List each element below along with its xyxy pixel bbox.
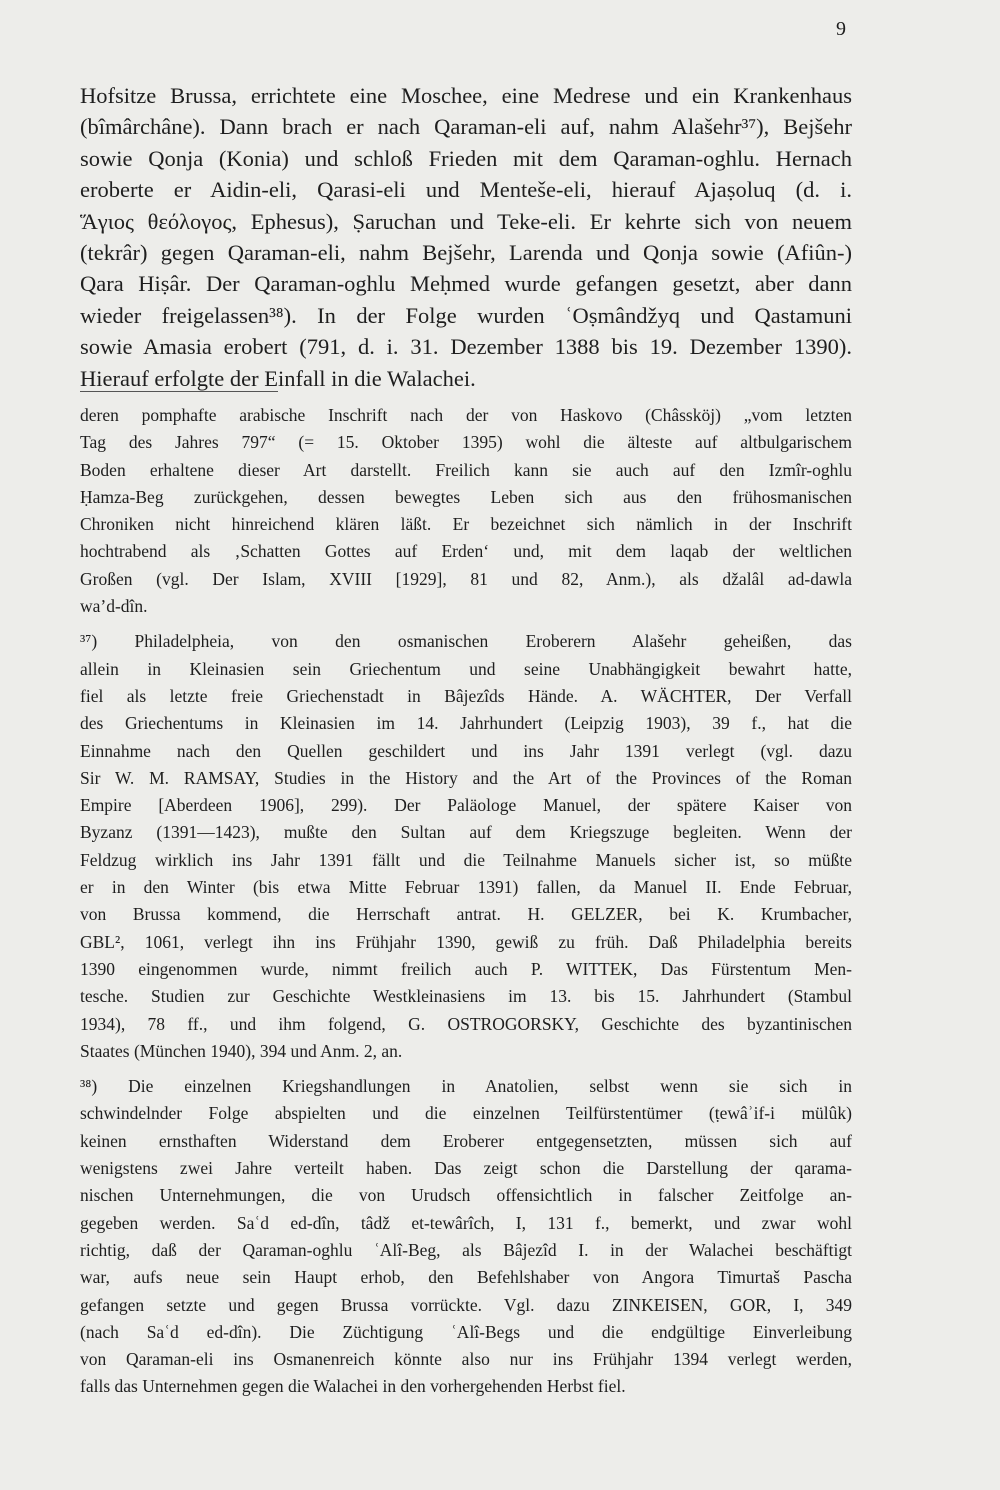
footnote-line: hochtrabend als ‚Schatten Gottes auf Erden‘ und, mit dem laqab der weltlichen [80,541,852,562]
footnote-line: 1390 eingenommen wurde, nimmt freilich auch P. WITTEK, Das Fürstentum Men- [80,958,852,979]
main-line: wieder freigelassen³⁸). In der Folge wurden ʿOṣmândžyq und Qastamuni [80,302,852,328]
main-line: Hierauf erfolgte der Einfall in die Walachei. [80,365,476,391]
footnote-line: ³⁷) Philadelpheia, von den osmanischen Eroberern Alašehr geheißen, das [80,631,852,652]
footnote-line: falls das Unternehmen gegen die Walachei in den vorhergehenden Herbst fiel. [80,1376,626,1397]
footnote-line: richtig, daß der Qaraman-oghlu ʿAlî-Beg, als Bâjezîd I. in der Walachei beschäftigt [80,1239,852,1260]
main-line: Ἅγιος θεόλογος, Ephesus), Ṣaruchan und Teke-eli. Er kehrte sich von neuem [80,208,852,234]
footnote-line: Sir W. M. RAMSAY, Studies in the History and the Art of the Provinces of the Roman [80,767,852,788]
footnote-line: Großen (vgl. Der Islam, XVIII [1929], 81 und 82, Anm.), als džalâl ad-dawla [80,568,852,589]
footnote-line: des Griechentums in Kleinasien im 14. Jahrhundert (Leipzig 1903), 39 f., hat die [80,713,852,734]
main-line: sowie Amasia erobert (791, d. i. 31. Dezember 1388 bis 19. Dezember 1390). [80,334,852,360]
footnote-line: fiel als letzte freie Griechenstadt in Bâjezîds Hände. A. WÄCHTER, Der Verfall [80,685,852,706]
main-line: (bîmârchâne). Dann brach er nach Qaraman-eli auf, nahm Alašehr³⁷), Bejšehr [80,114,852,140]
main-line: sowie Qonja (Konia) und schloß Frieden mit dem Qaraman-oghlu. Hernach [80,145,852,171]
footnote-line: keinen ernsthaften Widerstand dem Eroberer entgegensetzten, müssen sich auf [80,1130,852,1151]
footnote-line: nischen Unternehmungen, die von Urudsch offensichtlich in falscher Zeitfolge an- [80,1185,852,1206]
footnote-line: Ḥamza-Beg zurückgehen, dessen bewegtes Leben sich aus den frühosmanischen [80,486,852,507]
footnote-line: Staates (München 1940), 394 und Anm. 2, an. [80,1040,403,1061]
footnote-line: gefangen setzte und gegen Brussa vorrückte. Vgl. dazu ZINKEISEN, GOR, I, 349 [80,1294,852,1315]
footnote-separator [80,391,278,392]
footnote-line: Feldzug wirklich ins Jahr 1391 fällt und die Teilnahme Manuels sicher ist, so müßte [80,849,852,870]
footnote-line: 1934), 78 ff., und ihm folgend, G. OSTROGORSKY, Geschichte des byzantinischen [80,1013,852,1034]
footnote-line: er in den Winter (bis etwa Mitte Februar 1391) fallen, da Manuel II. Ende Februar, [80,877,852,898]
main-line: (tekrâr) gegen Qaraman-eli, nahm Bejšehr, Larenda und Qonja sowie (Afiûn-) [80,239,852,265]
footnote-line: Chroniken nicht hinreichend klären läßt. Er bezeichnet sich nämlich in der Inschrift [80,514,852,535]
footnote-line: wa’d-dîn. [80,596,148,617]
footnote-line: tesche. Studien zur Geschichte Westkleinasiens im 13. bis 15. Jahrhundert (Stambul [80,986,852,1007]
footnote-continuation [80,402,852,620]
footnote-line: gegeben werden. Saʿd ed-dîn, tâdž et-tewârîch, I, 131 f., bemerkt, und zwar wohl [80,1212,852,1233]
footnote-line: ³⁸) Die einzelnen Kriegshandlungen in Anatolien, selbst wenn sie sich in [80,1076,852,1097]
main-line: eroberte er Aidin-eli, Qarasi-eli und Menteše-eli, hierauf Ajaṣoluq (d. i. [80,177,852,203]
footnote-38 [80,1073,852,1401]
page-number: 9 [836,18,846,40]
footnote-line: Einnahme nach den Quellen geschildert und ins Jahr 1391 verlegt (vgl. dazu [80,740,852,761]
footnote-line: Tag des Jahres 797“ (= 15. Oktober 1395) wohl die älteste auf altbulgarischem [80,432,852,453]
footnote-line: Empire [Aberdeen 1906], 299). Der Paläologe Manuel, der spätere Kaiser von [80,795,852,816]
footnote-line: wenigstens zwei Jahre verteilt haben. Das zeigt schon die Darstellung der qarama- [80,1158,852,1179]
footnote-line: (nach Saʿd ed-dîn). Die Züchtigung ʿAlî-Begs und die endgültige Einverleibung [80,1321,852,1342]
footnote-line: war, aufs neue sein Haupt erhob, den Befehlshaber von Angora Timurtaš Pascha [80,1267,852,1288]
footnote-line: deren pomphafte arabische Inschrift nach der von Haskovo (Châssköj) „vom letzten [80,405,852,425]
footnote-37 [80,628,852,1065]
footnotes [80,402,852,1401]
footnote-line: von Qaraman-eli ins Osmanenreich könnte also nur ins Frühjahr 1394 verlegt werden, [80,1349,852,1370]
footnote-line: GBL², 1061, verlegt ihn ins Frühjahr 1390, gewiß zu früh. Daß Philadelphia bereits [80,931,852,952]
footnote-line: Byzanz (1391—1423), mußte den Sultan auf dem Kriegszuge begleiten. Wenn der [80,822,852,843]
footnote-line: Boden erhaltene dieser Art darstellt. Freilich kann sie auch auf den Izmîr-oghlu [80,459,852,480]
footnote-line: allein in Kleinasien sein Griechentum und seine Unabhängigkeit bewahrt hatte, [80,658,852,679]
footnote-line: schwindelnder Folge abspielten und die einzelnen Teilfürstentümer (ṭewâʾif-i mülûk) [80,1103,852,1124]
main-line: Qara Hiṣâr. Der Qaraman-oghlu Meḥmed wurde gefangen gesetzt, aber dann [80,271,852,297]
footnote-line: von Brussa kommend, die Herrschaft antrat. H. GELZER, bei K. Krumbacher, [80,904,852,925]
main-text [80,80,852,394]
main-line: Hofsitze Brussa, errichtete eine Moschee, eine Medrese und ein Krankenhaus [80,83,852,108]
